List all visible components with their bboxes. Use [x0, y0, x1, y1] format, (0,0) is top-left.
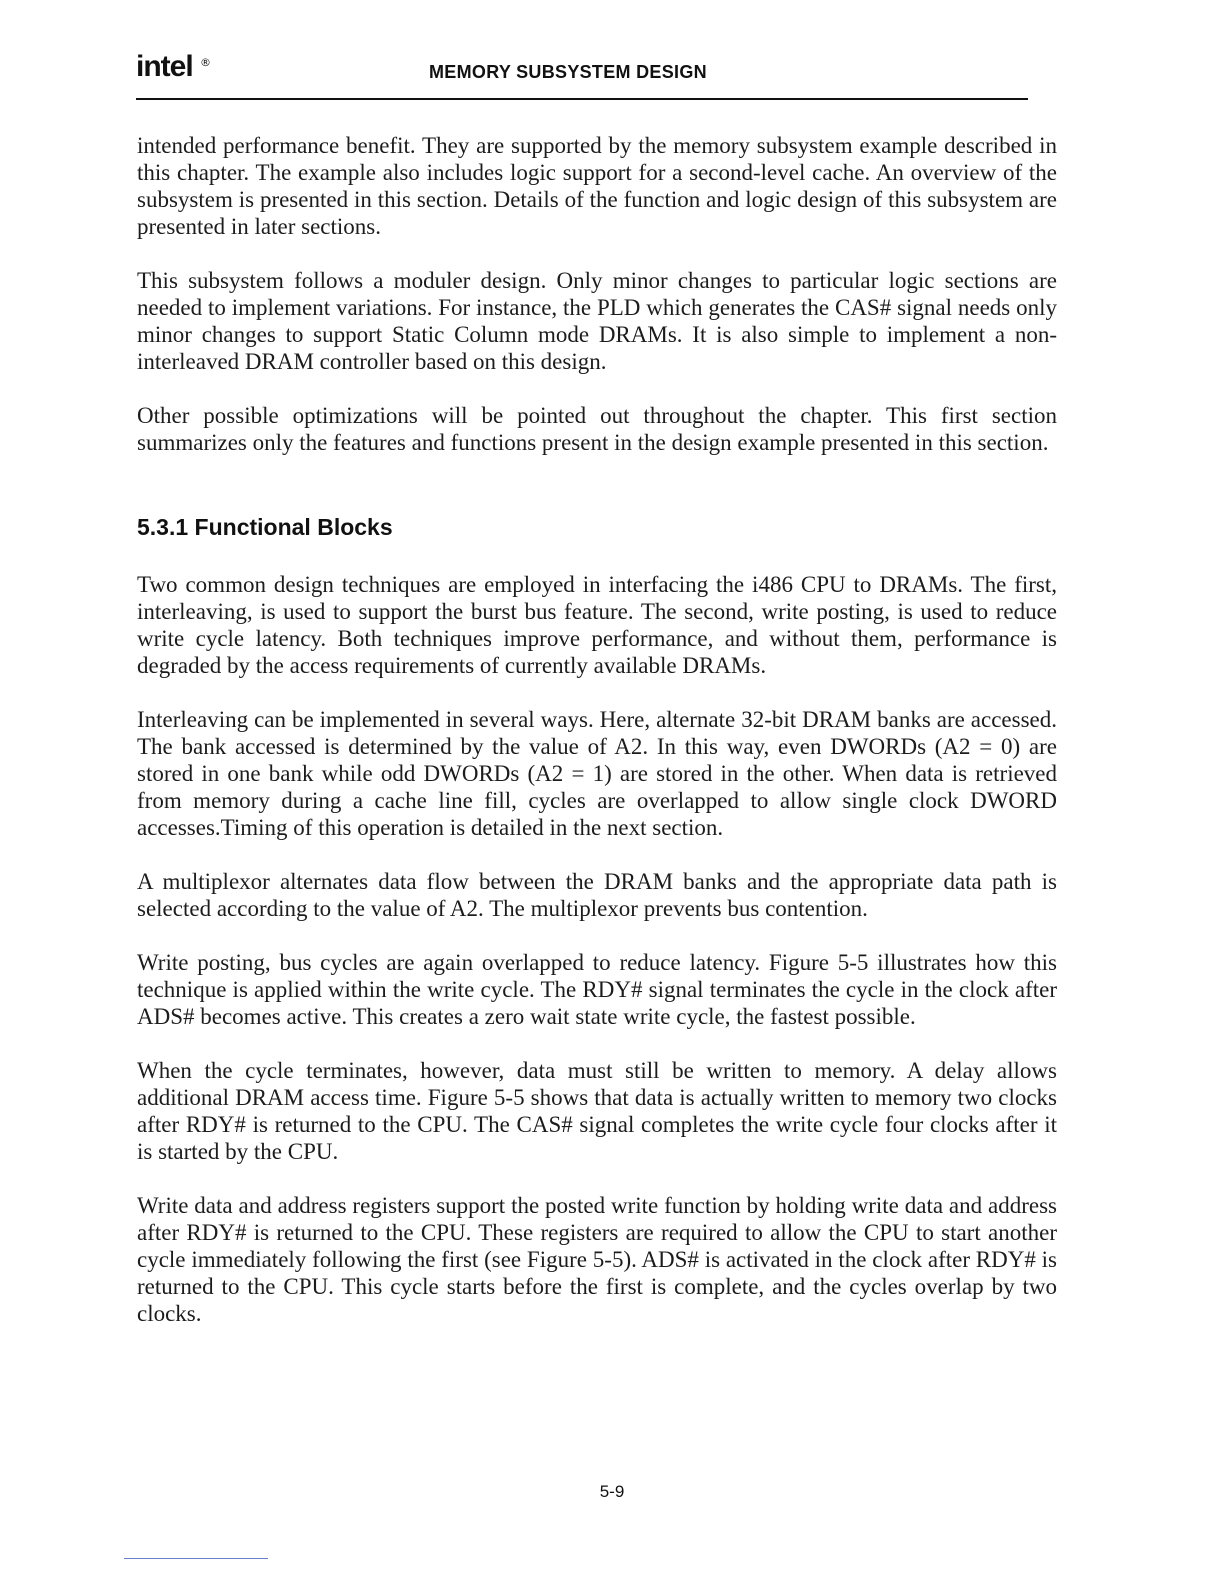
body-content [137, 132, 1057, 1354]
paragraph-write-posting: Write posting, bus cycles are again overlapped to reduce latency. Figure 5-5 illustrates how this technique is applied within the write cycle. The RDY# signal terminates the cycle in the clock after ADS# becomes active. This creates a zero wait state write cycle, the fastest possible. [137, 950, 1057, 1029]
header-title: MEMORY SUBSYSTEM DESIGN [429, 62, 707, 82]
paragraph-cycle-terminates: When the cycle terminates, however, data must still be written to memory. A delay allows additional DRAM access time. Figure 5-5 shows that data is actually written to memory two clocks after RDY# is returned to the CPU. The CAS# signal completes the write cycle four clocks after it is started by the CPU. [137, 1058, 1057, 1164]
paragraph-intro-3: Other possible optimizations will be pointed out throughout the chapter. This first section summarizes only the features and functions present in the design example presented in this section. [137, 403, 1057, 455]
paragraph-multiplexor: A multiplexor alternates data flow between the DRAM banks and the appropriate data path is selected according to the value of A2. The multiplexor prevents bus contention. [137, 869, 1057, 921]
bottom-divider [124, 1558, 268, 1559]
paragraph-write-registers: Write data and address registers support the posted write function by holding write data and address after RDY# is returned to the CPU. These registers are required to allow the CPU to start another cycle immediately following the first (see Figure 5-5). ADS# is activated in the clock after RDY# is returned to the CPU. This cycle starts before the first is complete, and the cycles overlap by two clocks. [137, 1193, 1057, 1326]
paragraph-interleaving: Interleaving can be implemented in several ways. Here, alternate 32-bit DRAM banks are accessed. The bank accessed is determined by the value of A2. In this way, even DWORDs (A2 = 0) are stored in one bank while odd DWORDs (A2 = 1) are stored in the other. When data is retrieved from memory during a cache line fill, cycles are overlapped to allow single clock DWORD accesses.Timing of this operation is detailed in the next section. [137, 707, 1057, 840]
paragraph-intro-2: This subsystem follows a moduler design. Only minor changes to particular logic sections are needed to implement variations. For instance, the PLD which generates the CAS# signal needs only minor changes to support Static Column mode DRAMs. It is also simple to implement a non-interleaved DRAM controller based on this design. [137, 268, 1057, 374]
intel-logo: intel [136, 50, 193, 83]
paragraph-intro-1: intended performance benefit. They are supported by the memory subsystem example described in this chapter. The example also includes logic support for a second-level cache. An overview of the subsystem is presented in this section. Details of the function and logic design of this subsystem are presented in later sections. [137, 133, 1057, 239]
registered-mark: ® [200, 56, 211, 69]
paragraph-design-techniques: Two common design techniques are employed in interfacing the i486 CPU to DRAMs. The first, interleaving, is used to support the burst bus feature. The second, write posting, is used to reduce write cycle latency. Both techniques improve performance, and without them, performance is degraded by the access requirements of currently available DRAMs. [137, 572, 1057, 678]
section-heading: 5.3.1 Functional Blocks [137, 514, 393, 540]
page-number: 5-9 [599, 1482, 625, 1501]
page-header [136, 50, 1028, 100]
